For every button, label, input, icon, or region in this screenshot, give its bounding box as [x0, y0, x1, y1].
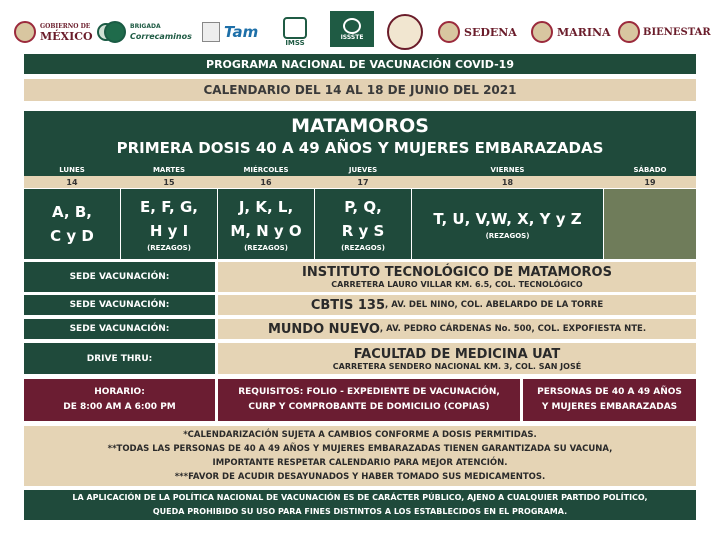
letters-line2: R y S	[341, 222, 385, 240]
brigada-top-text: BRIGADA	[130, 23, 161, 30]
brigada-main-text: Correcaminos	[130, 32, 192, 41]
note-line: ***FAVOR DE ACUDIR DESAYUNADOS Y HABER TOMADO SUS MEDICAMENTOS.	[174, 472, 546, 482]
imss-text: IMSS	[285, 39, 305, 47]
sede-address: , AV. PEDRO CÁRDENAS No. 500, COL. EXPOFIESTA NTE.	[379, 324, 647, 334]
marina-seal-icon	[531, 21, 553, 43]
day-num-martes: 15	[163, 177, 175, 187]
marina-text: MARINA	[557, 25, 611, 39]
sede-label: SEDE VACUNACIÓN:	[24, 319, 215, 339]
notes-box	[24, 426, 696, 486]
day-num-lunes: 14	[66, 177, 78, 187]
sede-info	[218, 343, 696, 374]
brigada-correcaminos-logo	[104, 14, 192, 50]
day-num-miercoles: 16	[260, 177, 272, 187]
roadrunner-icon	[104, 21, 126, 43]
rezagos-note: (REZAGOS)	[485, 232, 530, 240]
rezagos-note: (REZAGOS)	[341, 244, 385, 252]
marina-logo	[531, 14, 611, 50]
day-name-viernes: VIERNES	[490, 165, 525, 174]
letters-line2: H y I	[149, 222, 189, 240]
sede-info	[218, 262, 696, 292]
day-num-sabado: 19	[644, 177, 656, 187]
info-row	[24, 379, 696, 421]
sedena-logo	[438, 14, 517, 50]
day-name-miercoles: MIÉRCOLES	[243, 165, 289, 174]
title-block	[24, 111, 696, 163]
day-cell-martes	[121, 189, 217, 259]
logo-bar	[0, 0, 720, 62]
imss-logo	[283, 14, 307, 50]
personas-line1: PERSONAS DE 40 A 49 AÑOS	[537, 387, 682, 397]
issste-emblem-icon	[343, 18, 361, 34]
day-num-viernes: 18	[501, 177, 514, 187]
eagle-emblem-icon	[387, 14, 423, 50]
rezagos-note: (REZAGOS)	[244, 244, 288, 252]
calendar-grid	[24, 163, 696, 259]
day-cell-lunes	[24, 189, 120, 259]
sede-address: , AV. DEL NINO, COL. ABELARDO DE LA TORRE	[385, 300, 604, 310]
calendar-banner	[24, 79, 696, 101]
issste-text: ISSSTE	[340, 33, 364, 41]
sede-info	[218, 319, 696, 339]
letters-line2: C y D	[50, 227, 94, 245]
bienestar-text: BIENESTAR	[643, 26, 711, 38]
footer-line2: QUEDA PROHIBIDO SU USO PARA FINES DISTINTOS A LOS ESTABLECIDOS EN EL PROGRAMA.	[152, 507, 568, 516]
day-name-sabado: SÁBADO	[633, 165, 667, 174]
gobierno-main-text: MÉXICO	[40, 30, 93, 43]
note-line: *CALENDARIZACIÓN SUJETA A CAMBIOS CONFORME A DOSIS PERMITIDAS.	[183, 430, 537, 440]
letters-line2: M, N y O	[230, 222, 302, 240]
legal-footer	[24, 490, 696, 520]
city-title: MATAMOROS	[291, 115, 429, 137]
letters-line1: P, Q,	[344, 198, 382, 216]
letters-line1: A, B,	[52, 203, 92, 221]
note-line: **TODAS LAS PERSONAS DE 40 A 49 AÑOS Y MUJERES EMBARAZADAS TIENEN GARANTIZADA SU VACUNA,	[107, 444, 613, 454]
day-cell-jueves	[315, 189, 411, 259]
sede-title: FACULTAD DE MEDICINA UAT	[353, 346, 561, 362]
tam-text: Tam	[224, 23, 259, 41]
personas-line2: Y MUJERES EMBARAZADAS	[541, 402, 678, 412]
escudo-logo	[387, 14, 423, 50]
state-shield-icon	[202, 22, 220, 42]
day-cell-sabado	[604, 189, 696, 259]
personas-box	[523, 379, 696, 421]
program-title: PROGRAMA NACIONAL DE VACUNACIÓN COVID-19	[206, 57, 514, 71]
day-cell-viernes	[412, 189, 603, 259]
day-cell-miercoles	[218, 189, 314, 259]
horario-box	[24, 379, 215, 421]
day-name-jueves: JUEVES	[348, 165, 378, 174]
horario-value: DE 8:00 AM A 6:00 PM	[63, 402, 176, 412]
sedena-text: SEDENA	[464, 25, 517, 39]
sede-address: CARRETERA SENDERO NACIONAL KM. 3, COL. SAN JOSÉ	[332, 361, 582, 371]
sede-title: MUNDO NUEVO	[267, 321, 380, 337]
sede-title: INSTITUTO TECNOLÓGICO DE MATAMOROS	[302, 265, 612, 280]
imss-eagle-icon	[283, 17, 307, 39]
national-seal-icon	[14, 21, 36, 43]
rezagos-note: (REZAGOS)	[147, 244, 191, 252]
sedes-table	[24, 262, 696, 374]
sede-info	[218, 295, 696, 315]
tamaulipas-logo	[202, 14, 258, 50]
issste-logo	[330, 11, 374, 47]
requisitos-box	[218, 379, 520, 421]
letters-line1: J, K, L,	[238, 198, 294, 216]
sede-label: SEDE VACUNACIÓN:	[24, 295, 215, 315]
sede-title: CBTIS 135	[310, 297, 386, 313]
sede-address: CARRETERA LAURO VILLAR KM. 6.5, COL. TECNOLÓGICO	[331, 280, 583, 289]
day-name-lunes: LUNES	[59, 165, 85, 174]
requisitos-line2: CURP Y COMPROBANTE DE DOMICILIO (COPIAS)	[248, 402, 490, 412]
bienestar-logo	[618, 14, 711, 50]
requisitos-line1: REQUISITOS: FOLIO - EXPEDIENTE DE VACUNACIÓN,	[238, 387, 500, 397]
dose-subtitle: PRIMERA DOSIS 40 A 49 AÑOS Y MUJERES EMBARAZADAS	[116, 139, 604, 157]
sede-label: DRIVE THRU:	[24, 343, 215, 374]
letters-line1: T, U, V,W, X, Y y Z	[433, 210, 582, 228]
sede-label: SEDE VACUNACIÓN:	[24, 262, 215, 292]
day-num-jueves: 17	[357, 177, 369, 187]
day-name-martes: MARTES	[152, 165, 186, 174]
letters-line1: E, F, G,	[140, 198, 198, 216]
note-line: IMPORTANTE RESPETAR CALENDARIO PARA MEJOR ATENCIÓN.	[212, 458, 508, 468]
sedena-seal-icon	[438, 21, 460, 43]
gobierno-top-text: GOBIERNO DE	[40, 23, 91, 30]
footer-line1: LA APLICACIÓN DE LA POLÍTICA NACIONAL DE VACUNACIÓN ES DE CARÁCTER PÚBLICO, AJENO A CUALQUIER PARTIDO POLÍTICO,	[72, 493, 648, 502]
horario-label: HORARIO:	[94, 387, 145, 397]
bienestar-seal-icon	[618, 21, 640, 43]
calendar-title: CALENDARIO DEL 14 AL 18 DE JUNIO DEL 2021	[203, 83, 517, 97]
program-banner	[24, 54, 696, 74]
gobierno-mexico-logo	[14, 14, 115, 50]
